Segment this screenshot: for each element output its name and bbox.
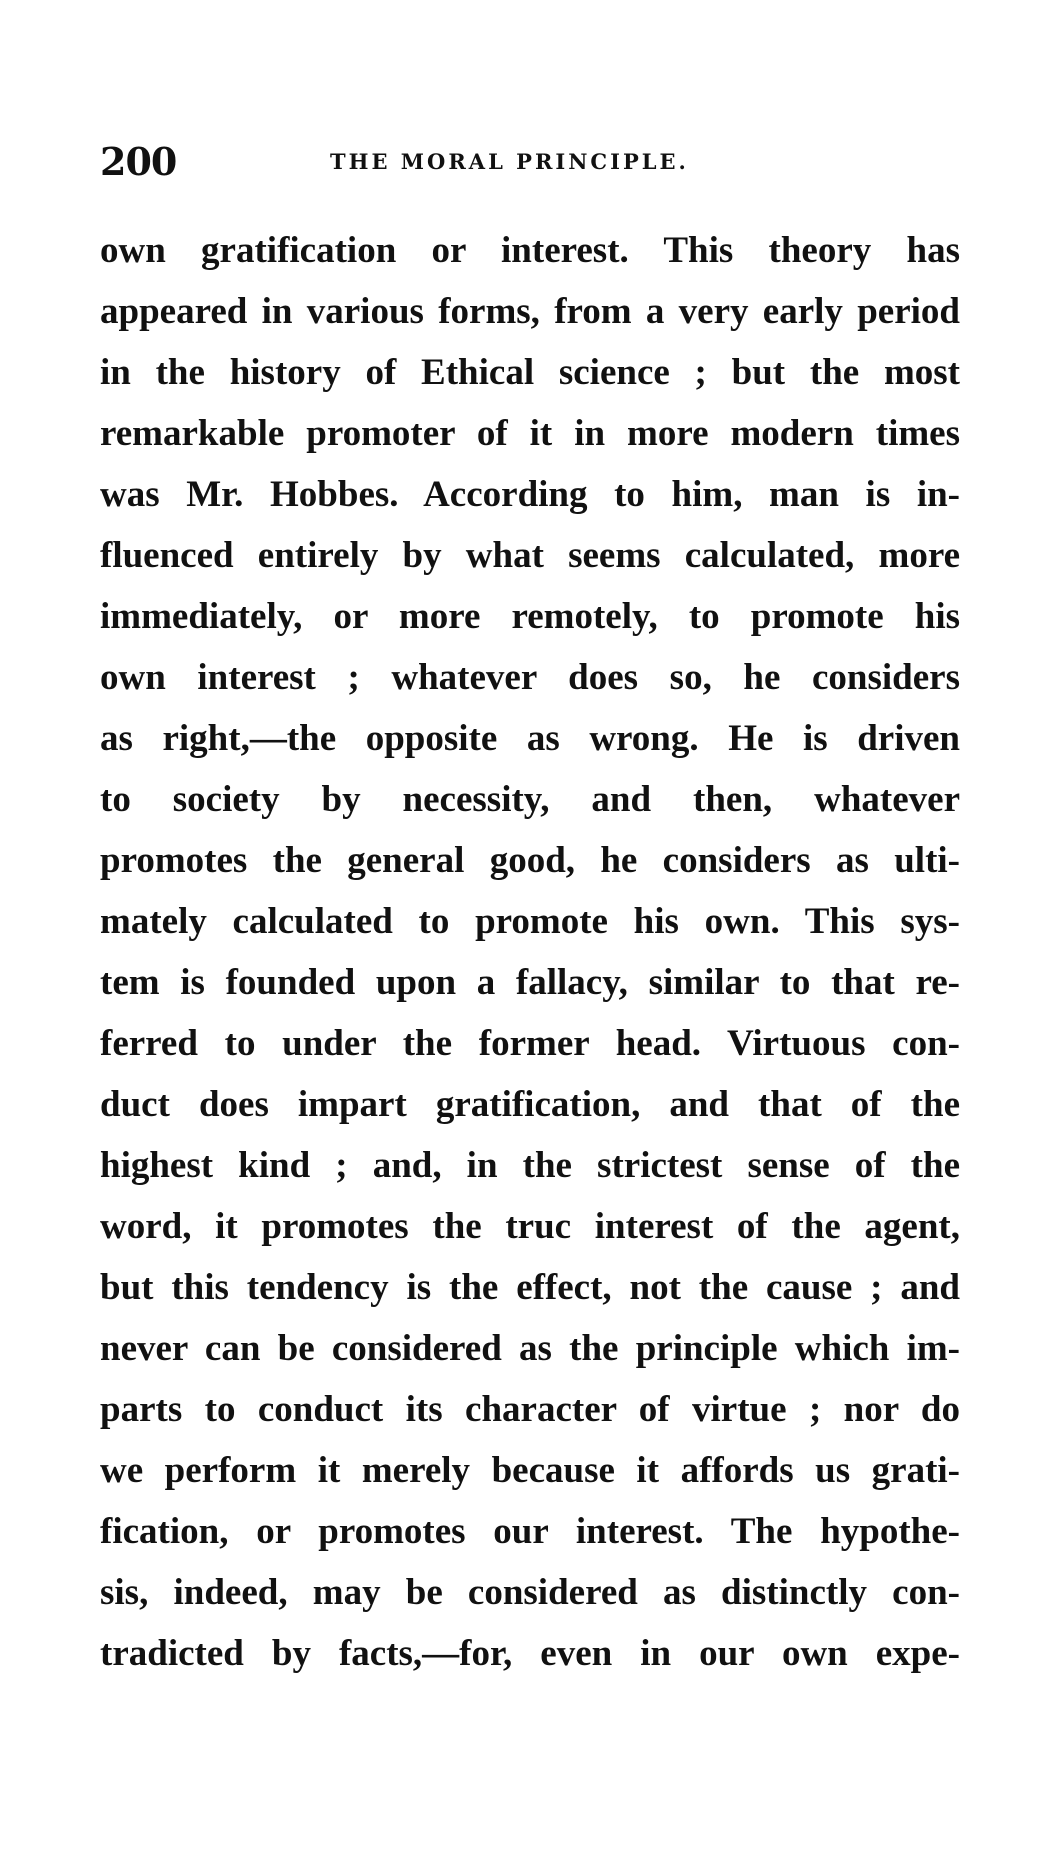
- page-header: [100, 132, 960, 192]
- text-line: never can be considered as the principle which im-: [100, 1328, 960, 1369]
- text-line: but this tendency is the effect, not the cause ; and: [100, 1267, 960, 1308]
- text-line: word, it promotes the truc interest of the agent,: [100, 1206, 960, 1247]
- text-line: parts to conduct its character of virtue ; nor do: [100, 1389, 960, 1430]
- text-line: immediately, or more remotely, to promote his: [100, 596, 960, 637]
- text-line: ferred to under the former head. Virtuous con-: [100, 1023, 960, 1064]
- text-line: tradicted by facts,—for, even in our own expe-: [100, 1633, 960, 1674]
- text-line: own gratification or interest. This theory has: [100, 230, 960, 271]
- text-line: duct does impart gratification, and that of the: [100, 1084, 960, 1125]
- text-line: fication, or promotes our interest. The hypothe-: [100, 1511, 960, 1552]
- text-line: as right,—the opposite as wrong. He is driven: [100, 718, 960, 759]
- text-line: sis, indeed, may be considered as distinctly con-: [100, 1572, 960, 1613]
- body-text: [100, 220, 960, 1684]
- text-line: to society by necessity, and then, whatever: [100, 779, 960, 820]
- text-line: was Mr. Hobbes. According to him, man is in-: [100, 474, 960, 515]
- text-line: mately calculated to promote his own. This sys-: [100, 901, 960, 942]
- running-title: THE MORAL PRINCIPLE.: [330, 149, 689, 174]
- text-line: own interest ; whatever does so, he considers: [100, 657, 960, 698]
- text-line: highest kind ; and, in the strictest sense of the: [100, 1145, 960, 1186]
- text-line: in the history of Ethical science ; but the most: [100, 352, 960, 393]
- text-line: fluenced entirely by what seems calculated, more: [100, 535, 960, 576]
- text-line: remarkable promoter of it in more modern times: [100, 413, 960, 454]
- text-line: we perform it merely because it affords us grati-: [100, 1450, 960, 1491]
- text-line: promotes the general good, he considers as ulti-: [100, 840, 960, 881]
- text-line: appeared in various forms, from a very early period: [100, 291, 960, 332]
- page-number: 200: [100, 139, 177, 184]
- text-line: tem is founded upon a fallacy, similar to that re-: [100, 962, 960, 1003]
